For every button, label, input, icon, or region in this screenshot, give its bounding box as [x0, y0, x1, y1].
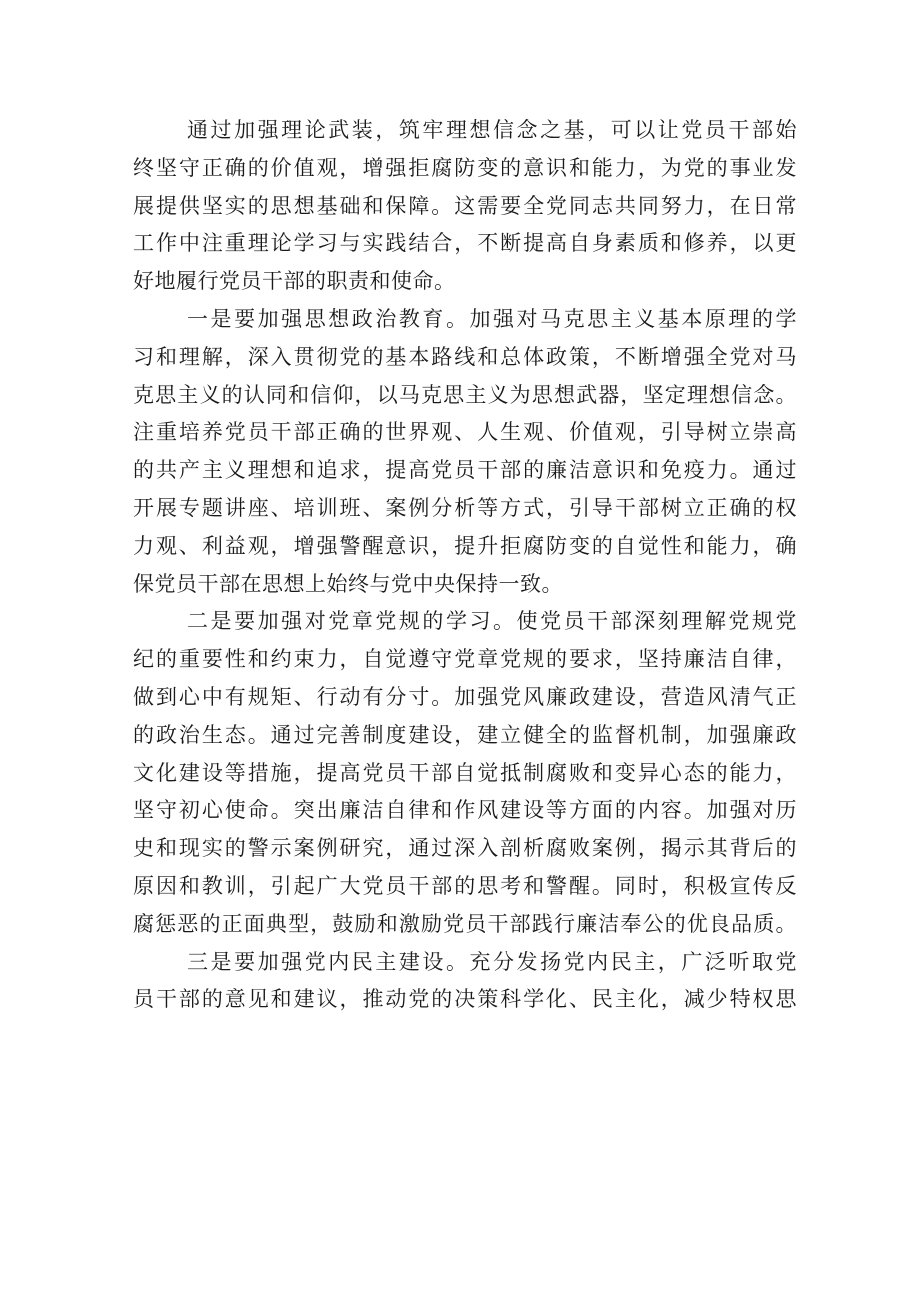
paragraph-3-line-8: 原因和教训，引起广大党员干部的思考和警醒。同时，积极宣传反	[133, 873, 797, 898]
paragraph-3-line-3: 做到心中有规矩、行动有分寸。加强党风廉政建设，营造风清气正	[133, 684, 797, 709]
paragraph-1-line-1: 通过加强理论武装，筑牢理想信念之基，可以让党员干部始	[187, 118, 797, 142]
paragraph-2-line-8: 保党员干部在思想上始终与党中央保持一致。	[133, 571, 563, 596]
paragraph-1-line-4: 工作中注重理论学习与实践结合，不断提高自身素质和修养，以更	[133, 231, 797, 256]
paragraph-3-line-9: 腐惩恶的正面典型，鼓励和激励党员干部践行廉洁奉公的优良品质。	[133, 911, 797, 936]
paragraph-2-line-3: 克思主义的认同和信仰，以马克思主义为思想武器，坚定理想信念。	[133, 382, 797, 407]
paragraph-3-line-4: 的政治生态。通过完善制度建设，建立健全的监督机制，加强廉政	[133, 722, 797, 747]
paragraph-2-line-4: 注重培养党员干部正确的世界观、人生观、价值观，引导树立崇高	[133, 420, 797, 445]
paragraph-2-line-1: 一是要加强思想政治教育。加强对马克思主义基本原理的学	[187, 306, 797, 331]
paragraph-3-line-2: 纪的重要性和约束力，自觉遵守党章党规的要求，坚持廉洁自律，	[133, 647, 797, 672]
paragraph-3-line-1: 二是要加强对党章党规的学习。使党员干部深刻理解党规党	[187, 609, 797, 634]
paragraph-3-line-6: 坚守初心使命。突出廉洁自律和作风建设等方面的内容。加强对历	[133, 798, 797, 823]
paragraph-1-line-5: 好地履行党员干部的职责和使命。	[133, 269, 456, 294]
document-body	[133, 112, 797, 1019]
paragraph-3-line-7: 史和现实的警示案例研究，通过深入剖析腐败案例，揭示其背后的	[133, 836, 797, 861]
paragraph-2-line-6: 开展专题讲座、培训班、案例分析等方式，引导干部树立正确的权	[133, 495, 797, 520]
paragraph-3-line-5: 文化建设等措施，提高党员干部自觉抵制腐败和变异心态的能力，	[133, 760, 797, 785]
paragraph-1-line-3: 展提供坚实的思想基础和保障。这需要全党同志共同努力，在日常	[133, 193, 797, 218]
paragraph-4-line-2: 员干部的意见和建议，推动党的决策科学化、民主化，减少特权思	[133, 987, 797, 1012]
paragraph-2-line-2: 习和理解，深入贯彻党的基本路线和总体政策，不断增强全党对马	[133, 344, 797, 369]
paragraph-2-line-7: 力观、利益观，增强警醒意识，提升拒腐防变的自觉性和能力，确	[133, 533, 797, 558]
paragraph-2-line-5: 的共产主义理想和追求，提高党员干部的廉洁意识和免疫力。通过	[133, 458, 797, 483]
paragraph-1-line-2: 终坚守正确的价值观，增强拒腐防变的意识和能力，为党的事业发	[133, 155, 797, 180]
paragraph-4-line-1: 三是要加强党内民主建设。充分发扬党内民主，广泛听取党	[187, 949, 797, 974]
